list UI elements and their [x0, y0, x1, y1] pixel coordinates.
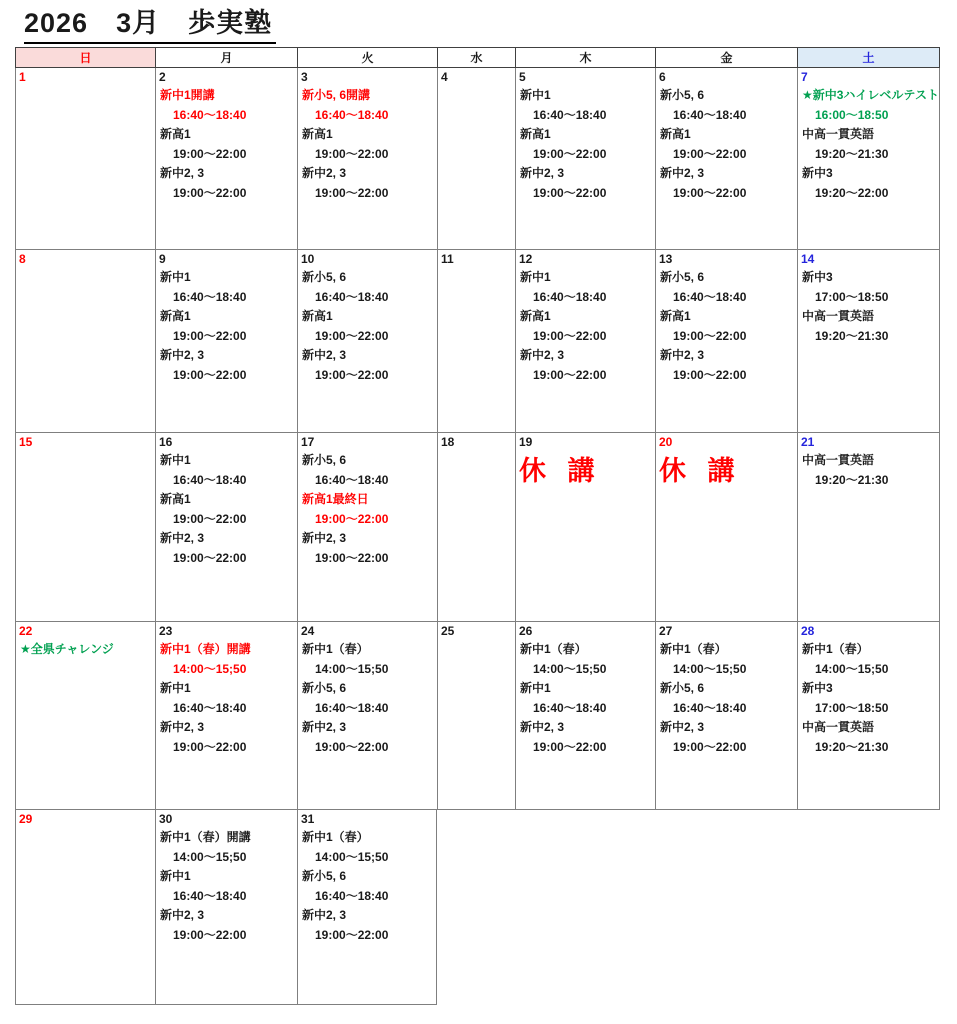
schedule-line: 16:40～18:40 — [315, 107, 389, 122]
day-cell-27 — [655, 622, 797, 810]
day-cell-11 — [437, 250, 515, 433]
schedule-line: 新小5, 6 — [660, 270, 705, 284]
schedule-line: 新高1 — [302, 127, 333, 141]
schedule-line: 16:40～18:40 — [533, 289, 607, 304]
schedule-line: 中高一貫英語 — [802, 127, 875, 141]
schedule-line: 19:00～22:00 — [315, 146, 389, 161]
day-number: 1 — [19, 70, 26, 84]
day-cell-29 — [15, 810, 155, 1005]
weekday-header-wednesday: 水 — [437, 47, 515, 68]
schedule-line: 新中1 — [520, 681, 551, 695]
schedule-line: 19:00～22:00 — [173, 927, 247, 942]
schedule-line: 新中2, 3 — [160, 166, 205, 180]
day-cell-22 — [15, 622, 155, 810]
calendar-body — [15, 68, 940, 1005]
day-cell-12 — [515, 250, 655, 433]
day-number: 29 — [19, 812, 33, 826]
schedule-line: 新高1 — [160, 492, 191, 506]
schedule-line: 16:40～18:40 — [173, 700, 247, 715]
day-cell-18 — [437, 433, 515, 622]
schedule-line: 新小5, 6開講 — [302, 88, 371, 102]
schedule-line: 16:40～18:40 — [315, 888, 389, 903]
schedule-line: 新中2, 3 — [660, 166, 705, 180]
schedule-line: 新中3 — [802, 270, 833, 284]
day-cell-20 — [655, 433, 797, 622]
schedule-line: 16:40～18:40 — [673, 289, 747, 304]
schedule-line: 16:40～18:40 — [173, 107, 247, 122]
schedule-line: 19:00～22:00 — [315, 550, 389, 565]
day-number: 14 — [801, 252, 815, 266]
page-title: 2026 3月 歩実塾 — [24, 6, 276, 44]
schedule-line: 中高一貫英語 — [802, 309, 875, 323]
schedule-line: 16:00～18:50 — [815, 107, 889, 122]
schedule-line: 16:40～18:40 — [173, 289, 247, 304]
weekday-header-saturday: 土 — [797, 47, 940, 68]
schedule-line: 新小5, 6 — [302, 681, 347, 695]
schedule-line: 新高1 — [660, 309, 691, 323]
day-number: 23 — [159, 624, 173, 638]
schedule-line: 19:00～22:00 — [533, 739, 607, 754]
day-cell-5 — [515, 68, 655, 250]
schedule-line: 19:20～21:30 — [815, 146, 889, 161]
schedule-line: 新中1 — [520, 88, 551, 102]
schedule-line: 16:40～18:40 — [533, 700, 607, 715]
schedule-line: 新中1開講 — [160, 88, 215, 102]
schedule-line: 新小5, 6 — [660, 681, 705, 695]
day-cell-19 — [515, 433, 655, 622]
weekday-header-friday: 金 — [655, 47, 797, 68]
schedule-line: 新中1（春）開講 — [160, 830, 251, 844]
day-cell-17 — [297, 433, 437, 622]
schedule-line: 14:00～15;50 — [315, 661, 389, 676]
schedule-line: 19:00～22:00 — [173, 146, 247, 161]
day-number: 9 — [159, 252, 166, 266]
day-cell-26 — [515, 622, 655, 810]
schedule-line: 17:00～18:50 — [815, 700, 889, 715]
schedule-line: 19:00～22:00 — [533, 367, 607, 382]
schedule-line: 19:00～22:00 — [315, 927, 389, 942]
schedule-line: 19:00～22:00 — [673, 146, 747, 161]
schedule-line: 16:40～18:40 — [673, 107, 747, 122]
schedule-line: 19:00～22:00 — [673, 185, 747, 200]
weekday-header-tuesday: 火 — [297, 47, 437, 68]
schedule-line: 19:00～22:00 — [315, 511, 389, 526]
schedule-line: 新中1（春）開講 — [160, 642, 251, 656]
schedule-line: 新高1 — [660, 127, 691, 141]
schedule-line: 19:00～22:00 — [315, 739, 389, 754]
day-cell-16 — [155, 433, 297, 622]
week-row-4 — [15, 622, 940, 810]
schedule-line: 新中1 — [160, 869, 191, 883]
schedule-line: ★全県チャレンジ — [20, 642, 114, 656]
day-number: 25 — [441, 624, 455, 638]
day-cell-2 — [155, 68, 297, 250]
week-row-2 — [15, 250, 940, 433]
day-cell-6 — [655, 68, 797, 250]
schedule-line: 新中1（春） — [802, 642, 869, 656]
weekday-header-sunday: 日 — [15, 47, 155, 68]
schedule-line: 新中2, 3 — [160, 531, 205, 545]
weekday-header-row — [15, 47, 940, 68]
day-number: 7 — [801, 70, 808, 84]
class-cancelled-label: 休 講 — [519, 456, 602, 486]
schedule-line: 新中1 — [160, 681, 191, 695]
calendar-grid — [15, 47, 940, 1005]
class-cancelled-label: 休 講 — [659, 456, 742, 486]
day-cell-10 — [297, 250, 437, 433]
day-cell-21 — [797, 433, 940, 622]
schedule-line: 19:00～22:00 — [315, 328, 389, 343]
schedule-line: 14:00～15;50 — [533, 661, 607, 676]
schedule-line: 19:00～22:00 — [173, 367, 247, 382]
schedule-line: 17:00～18:50 — [815, 289, 889, 304]
day-number: 28 — [801, 624, 815, 638]
day-cell-25 — [437, 622, 515, 810]
schedule-line: 新中3 — [802, 681, 833, 695]
schedule-line: 新中2, 3 — [302, 531, 347, 545]
day-number: 11 — [441, 252, 454, 266]
day-number: 12 — [519, 252, 533, 266]
day-number: 20 — [659, 435, 673, 449]
schedule-line: 新中2, 3 — [520, 348, 565, 362]
schedule-line: 新小5, 6 — [302, 270, 347, 284]
schedule-line: 19:00～22:00 — [673, 328, 747, 343]
schedule-line: 中高一貫英語 — [802, 720, 875, 734]
day-cell-4 — [437, 68, 515, 250]
schedule-line: 新中3 — [802, 166, 833, 180]
day-number: 22 — [19, 624, 33, 638]
day-cell-8 — [15, 250, 155, 433]
week-row-1 — [15, 68, 940, 250]
schedule-line: 19:20～22:00 — [815, 185, 889, 200]
day-number: 10 — [301, 252, 315, 266]
schedule-line: 新小5, 6 — [660, 88, 705, 102]
week-row-5 — [15, 810, 940, 1005]
day-cell-30 — [155, 810, 297, 1005]
schedule-line: 16:40～18:40 — [173, 472, 247, 487]
schedule-line: 新高1 — [160, 309, 191, 323]
schedule-line: 14:00～15;50 — [173, 849, 247, 864]
schedule-line: 新小5, 6 — [302, 869, 347, 883]
schedule-line: 19:00～22:00 — [533, 146, 607, 161]
schedule-line: 19:20～21:30 — [815, 739, 889, 754]
schedule-line: 新中2, 3 — [660, 720, 705, 734]
schedule-line: 新中2, 3 — [160, 348, 205, 362]
schedule-line: 16:40～18:40 — [315, 700, 389, 715]
schedule-line: 19:00～22:00 — [315, 185, 389, 200]
schedule-line: 新高1最終日 — [302, 492, 369, 506]
schedule-line: 新小5, 6 — [302, 453, 347, 467]
schedule-line: 14:00～15;50 — [815, 661, 889, 676]
day-number: 4 — [441, 70, 448, 84]
day-number: 3 — [301, 70, 308, 84]
schedule-line: 新中1（春） — [302, 830, 369, 844]
day-number: 21 — [801, 435, 815, 449]
schedule-line: 中高一貫英語 — [802, 453, 875, 467]
day-number: 2 — [159, 70, 166, 84]
day-cell-9 — [155, 250, 297, 433]
schedule-line: 新中1（春） — [302, 642, 369, 656]
day-number: 17 — [301, 435, 315, 449]
schedule-line: 16:40～18:40 — [315, 289, 389, 304]
day-cell-7 — [797, 68, 940, 250]
day-number: 31 — [301, 812, 315, 826]
schedule-line: 新中2, 3 — [520, 720, 565, 734]
schedule-line: 19:00～22:00 — [533, 328, 607, 343]
schedule-line: 新中2, 3 — [302, 908, 347, 922]
day-number: 5 — [519, 70, 526, 84]
day-cell-23 — [155, 622, 297, 810]
schedule-line: 16:40～18:40 — [533, 107, 607, 122]
day-number: 19 — [519, 435, 533, 449]
schedule-line: 19:00～22:00 — [173, 328, 247, 343]
schedule-line: 19:20～21:30 — [815, 472, 889, 487]
weekday-header-thursday: 木 — [515, 47, 655, 68]
schedule-line: 新中2, 3 — [302, 348, 347, 362]
schedule-line: 新高1 — [520, 309, 551, 323]
schedule-line: 新中2, 3 — [302, 166, 347, 180]
day-number: 24 — [301, 624, 315, 638]
day-cell-31 — [297, 810, 437, 1005]
schedule-line: 19:00～22:00 — [173, 185, 247, 200]
schedule-line: ★新中3ハイレベルテスト — [802, 88, 939, 102]
schedule-line: 新中2, 3 — [660, 348, 705, 362]
day-number: 8 — [19, 252, 26, 266]
schedule-line: 新中2, 3 — [520, 166, 565, 180]
schedule-line: 新中2, 3 — [302, 720, 347, 734]
schedule-line: 16:40～18:40 — [173, 888, 247, 903]
day-cell-15 — [15, 433, 155, 622]
schedule-line: 19:00～22:00 — [173, 550, 247, 565]
schedule-line: 新中1（春） — [520, 642, 587, 656]
schedule-line: 新中1 — [160, 453, 191, 467]
schedule-line: 新高1 — [302, 309, 333, 323]
day-number: 16 — [159, 435, 173, 449]
day-cell-24 — [297, 622, 437, 810]
schedule-line: 19:00～22:00 — [673, 367, 747, 382]
day-cell-3 — [297, 68, 437, 250]
schedule-line: 新中2, 3 — [160, 720, 205, 734]
schedule-line: 新中1（春） — [660, 642, 727, 656]
schedule-line: 19:00～22:00 — [173, 511, 247, 526]
schedule-line: 19:20～21:30 — [815, 328, 889, 343]
schedule-line: 14:00～15;50 — [315, 849, 389, 864]
schedule-line: 新中2, 3 — [160, 908, 205, 922]
day-number: 6 — [659, 70, 666, 84]
day-cell-28 — [797, 622, 940, 810]
week-row-3 — [15, 433, 940, 622]
schedule-line: 19:00～22:00 — [533, 185, 607, 200]
day-number: 13 — [659, 252, 673, 266]
schedule-line: 新中1 — [160, 270, 191, 284]
schedule-line: 19:00～22:00 — [673, 739, 747, 754]
weekday-header-monday: 月 — [155, 47, 297, 68]
day-cell-14 — [797, 250, 940, 433]
day-number: 26 — [519, 624, 533, 638]
schedule-line: 14:00～15;50 — [673, 661, 747, 676]
day-number: 15 — [19, 435, 33, 449]
schedule-line: 16:40～18:40 — [673, 700, 747, 715]
day-cell-13 — [655, 250, 797, 433]
schedule-line: 新高1 — [520, 127, 551, 141]
day-number: 27 — [659, 624, 673, 638]
schedule-line: 新中1 — [520, 270, 551, 284]
day-number: 30 — [159, 812, 173, 826]
schedule-line: 14:00～15;50 — [173, 661, 247, 676]
day-number: 18 — [441, 435, 455, 449]
day-cell-1 — [15, 68, 155, 250]
schedule-line: 16:40～18:40 — [315, 472, 389, 487]
schedule-line: 新高1 — [160, 127, 191, 141]
schedule-line: 19:00～22:00 — [315, 367, 389, 382]
schedule-line: 19:00～22:00 — [173, 739, 247, 754]
